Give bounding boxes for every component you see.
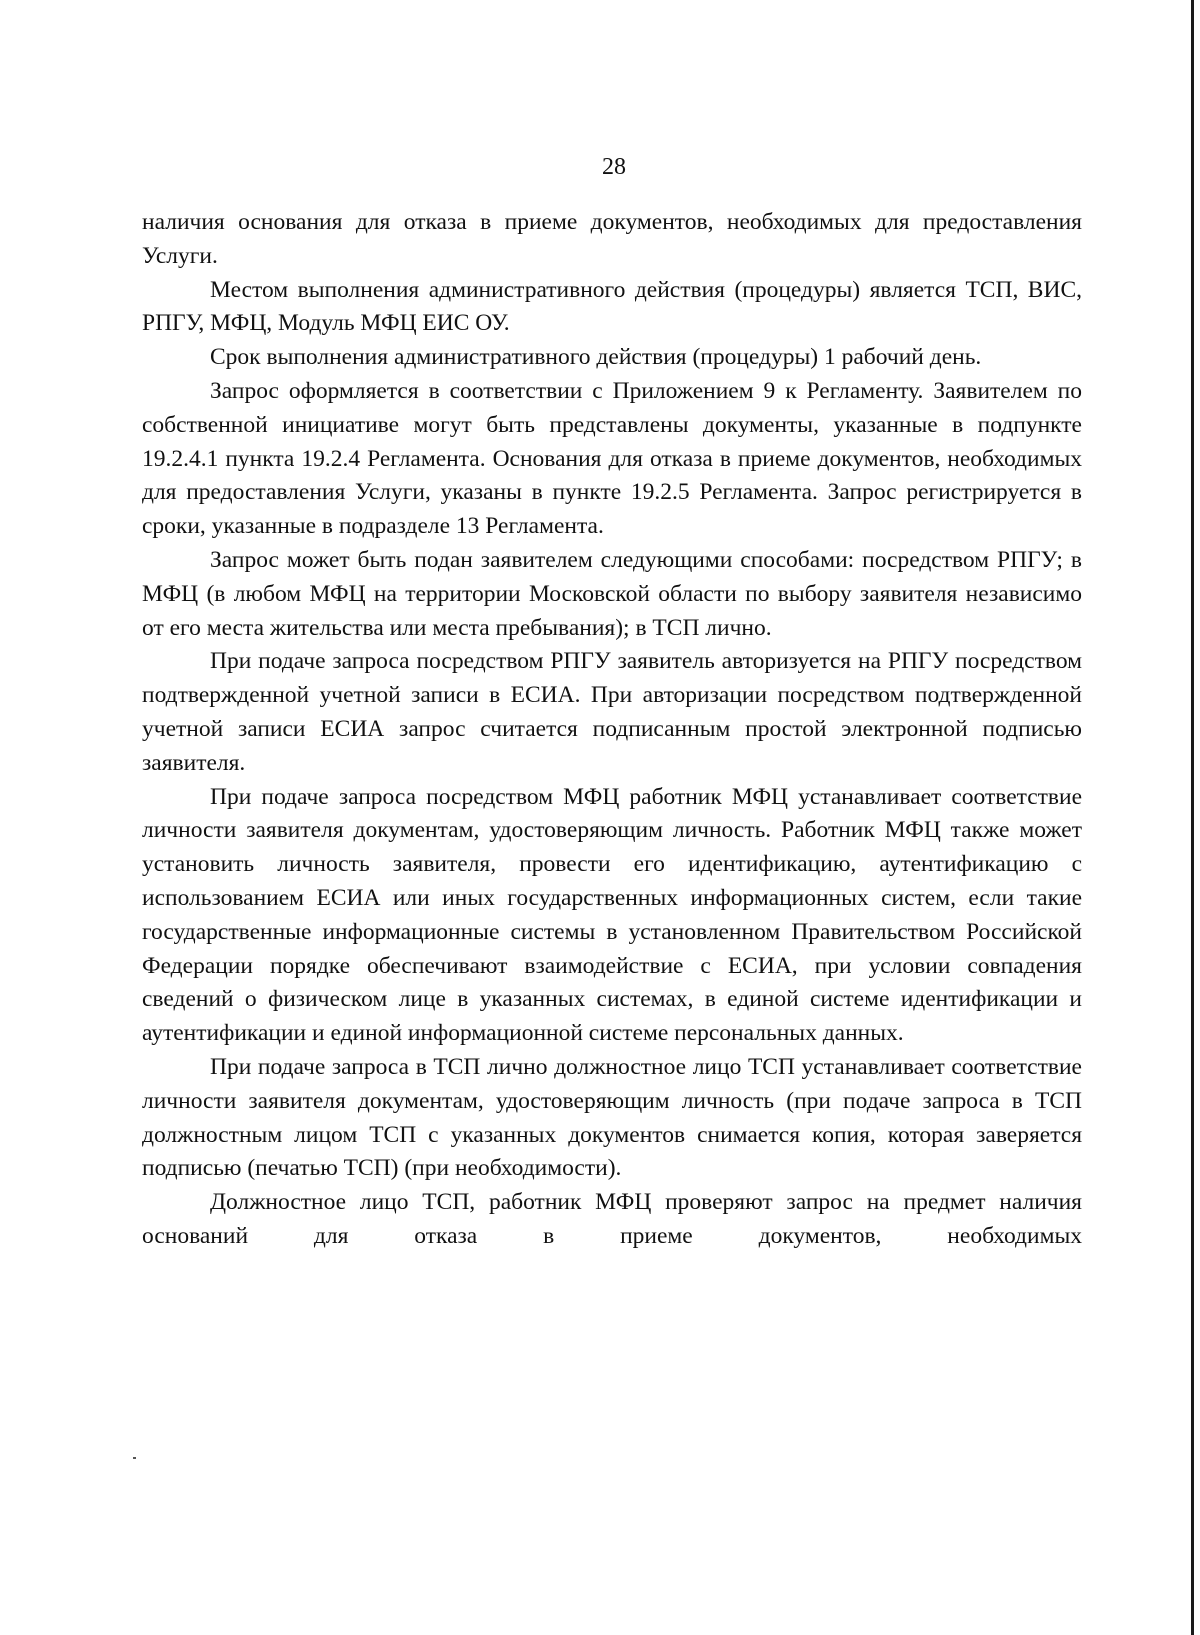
scan-speck <box>133 1457 136 1459</box>
paragraph-place-of-action: Местом выполнения административного действия (процедуры) является ТСП, ВИС, РПГУ, МФЦ, Модуль МФЦ ЕИС ОУ. <box>142 276 1082 337</box>
scan-edge-line <box>1191 0 1194 1635</box>
paragraph-rpgu-submission: При подаче запроса посредством РПГУ заявитель авторизуется на РПГУ посредством подтвержденной учетной записи в ЕСИА. При авторизации посредством подтвержденной учетной записи ЕСИА запрос считается подписанным простой электронной подписью заявителя. <box>142 648 1082 776</box>
paragraph-request-form: Запрос оформляется в соответствии с Приложением 9 к Регламенту. Заявителем по собственной инициативе могут быть представлены документы, указанные в подпункте 19.2.4.1 пункта 19.2.4 Регламента. Основания для отказа в приеме документов, необходимых для предоставления Услуги, указаны в пункте 19.2.5 Регламента. Запрос регистрируется в сроки, указанные в подразделе 13 Регламента. <box>142 377 1082 540</box>
paragraph-continuation: наличия основания для отказа в приеме документов, необходимых для предоставления Услуги. <box>142 209 1082 269</box>
paragraph-term-of-action: Срок выполнения административного действия (процедуры) 1 рабочий день. <box>210 344 982 371</box>
paragraph-tsp-submission: При подаче запроса в ТСП лично должностное лицо ТСП устанавливает соответствие личности заявителя документам, удостоверяющим личность (при подаче запроса в ТСП должностным лицом ТСП с указанных документов снимается копия, которая заверяется подписью (печатью ТСП) (при необходимости). <box>142 1053 1082 1182</box>
page-number: 28 <box>602 154 626 180</box>
document-body <box>142 206 1082 1254</box>
paragraph-request-check: Должностное лицо ТСП, работник МФЦ проверяют запрос на предмет наличия оснований для отказа в приеме документов, необходимых <box>142 1189 1082 1249</box>
paragraph-submission-methods: Запрос может быть подан заявителем следующими способами: посредством РПГУ; в МФЦ (в любом МФЦ на территории Московской области по выбору заявителя независимо от его места жительства или места пребывания); в ТСП лично. <box>142 546 1082 641</box>
paragraph-mfc-submission: При подаче запроса посредством МФЦ работник МФЦ устанавливает соответствие личности заявителя документам, удостоверяющим личность. Работник МФЦ также может установить личность заявителя, провести его идентификацию, аутентификацию с использованием ЕСИА или иных государственных информационных систем, если такие государственные информационные системы в установленном Правительством Российской Федерации порядке обеспечивают взаимодействие с ЕСИА, при условии совпадения сведений о физическом лице в указанных системах, в единой системе идентификации и аутентификации и единой информационной системе персональных данных. <box>142 783 1082 1047</box>
